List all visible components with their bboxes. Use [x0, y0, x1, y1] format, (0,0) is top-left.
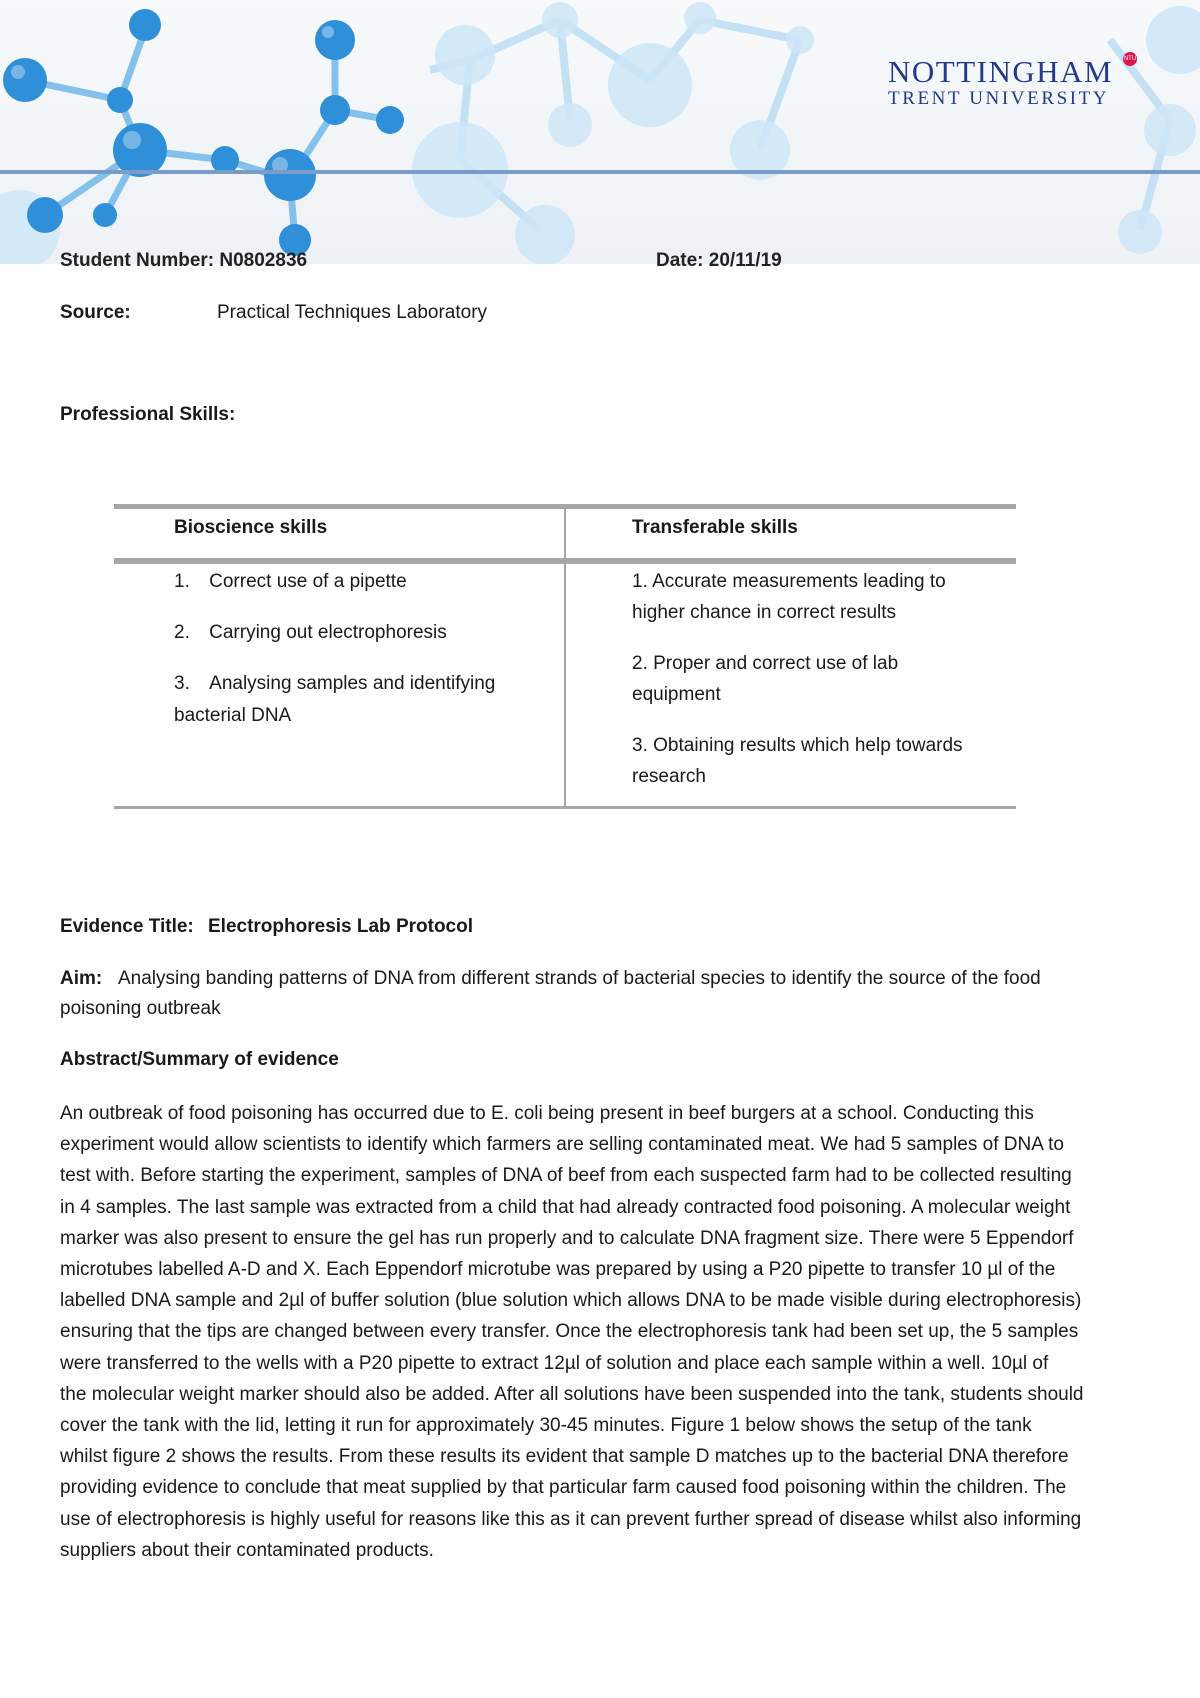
abstract-line: experiment would allow scientists to identify which farmers are selling contaminated meat. We had 5 samples of DNA to — [60, 1134, 1064, 1156]
header-transferable: Transferable skills — [632, 517, 798, 538]
abstract-line: marker was also present to ensure the gel has run properly and to calculate DNA fragment size. There were 5 Eppendorf — [60, 1227, 1074, 1249]
date: Date: 20/11/19 — [656, 250, 782, 268]
abstract-line: An outbreak of food poisoning has occurred due to E. coli being present in beef burgers at a school. Conducting this — [60, 1103, 1034, 1124]
item-number: 2. — [174, 622, 190, 643]
molecule-illustration — [0, 0, 1200, 264]
evidence-title-value: Electrophoresis Lab Protocol — [208, 916, 473, 937]
student-info-line — [60, 244, 1160, 268]
abstract-line: labelled DNA sample and 2µl of buffer solution (blue solution which allows DNA to be made visible during electrophoresis) — [60, 1290, 1082, 1312]
student-number: Student Number: N0802836 — [60, 250, 308, 268]
source-label: Source: — [60, 302, 131, 323]
evidence-title-label: Evidence Title: — [60, 916, 194, 937]
bioscience-item-2 — [174, 617, 447, 648]
aim-line-2: poisoning outbreak — [60, 998, 221, 1019]
transferable-item-3-line-2: research — [632, 766, 706, 787]
aim-label: Aim: — [60, 968, 103, 989]
university-logo — [888, 54, 1137, 110]
bioscience-item-3-continued: bacterial DNA — [174, 705, 292, 726]
item-text: Analysing samples and identifying — [209, 673, 496, 694]
header-rule — [0, 170, 1200, 174]
header-banner — [0, 0, 1200, 264]
transferable-item-2-line-2: equipment — [632, 684, 721, 705]
abstract-line: whilst figure 2 shows the results. From these results its evident that sample D matches up to the bacterial DNA therefore — [60, 1446, 1069, 1468]
logo-badge: NTU — [1123, 52, 1137, 66]
transferable-item-3-line-1: 3. Obtaining results which help towards — [632, 735, 963, 756]
abstract-line: ensuring that the tips are changed between every transfer. Once the electrophoresis tank had been set up, the 5 samples — [60, 1321, 1079, 1343]
abstract-line: the molecular weight marker should also be added. After all solutions have been suspended into the tank, students should — [60, 1383, 1084, 1405]
aim-line-1: Analysing banding patterns of DNA from different strands of bacterial species to identify the source of the food — [118, 968, 1041, 989]
source-value: Practical Techniques Laboratory — [217, 302, 488, 323]
abstract-line: cover the tank with the lid, letting it run for approximately 30-45 minutes. Figure 1 below shows the setup of the tank — [60, 1415, 1032, 1437]
bioscience-item-3 — [174, 668, 495, 699]
abstract-line: providing evidence to conclude that meat supplied by that particular farm caused food poisoning within the children. The — [60, 1477, 1067, 1499]
logo-line-1: NOTTINGHAM — [888, 54, 1114, 89]
item-number: 3. — [174, 673, 190, 694]
item-text: Correct use of a pipette — [209, 571, 407, 592]
abstract-line: suppliers about their contaminated products. — [60, 1539, 434, 1561]
table-column-divider — [564, 508, 566, 808]
abstract-line: use of electrophoresis is highly useful for reasons like this as it can prevent further spread of disease whilst also informing — [60, 1508, 1082, 1530]
item-number: 1. — [174, 571, 190, 592]
abstract-line: test with. Before starting the experiment, samples of DNA of beef from each suspected farm had to be collected resulting — [60, 1165, 1072, 1187]
abstract-line: microtubes labelled A-D and X. Each Eppendorf microtube was prepared by using a P20 pipette to transfer 10 µl of the — [60, 1259, 1056, 1281]
transferable-item-1-line-2: higher chance in correct results — [632, 602, 897, 623]
skills-table — [114, 504, 1016, 810]
abstract-line: were transferred to the wells with a P20 pipette to extract 12µl of solution and place each sample within a well. 10µl of — [60, 1352, 1049, 1374]
item-text: Carrying out electrophoresis — [209, 622, 447, 643]
transferable-item-1-line-1: 1. Accurate measurements leading to — [632, 571, 946, 592]
logo-line-2: TRENT UNIVERSITY — [888, 88, 1110, 109]
abstract-paragraph — [60, 1098, 1170, 1566]
bioscience-item-1 — [174, 566, 407, 597]
professional-skills-label: Professional Skills: — [60, 404, 236, 425]
abstract-line: in 4 samples. The last sample was extracted from a child that had already contracted food poisoning. A molecular weight — [60, 1196, 1071, 1218]
abstract-heading: Abstract/Summary of evidence — [60, 1049, 339, 1070]
header-bioscience: Bioscience skills — [174, 517, 328, 538]
transferable-item-2-line-1: 2. Proper and correct use of lab — [632, 653, 899, 674]
